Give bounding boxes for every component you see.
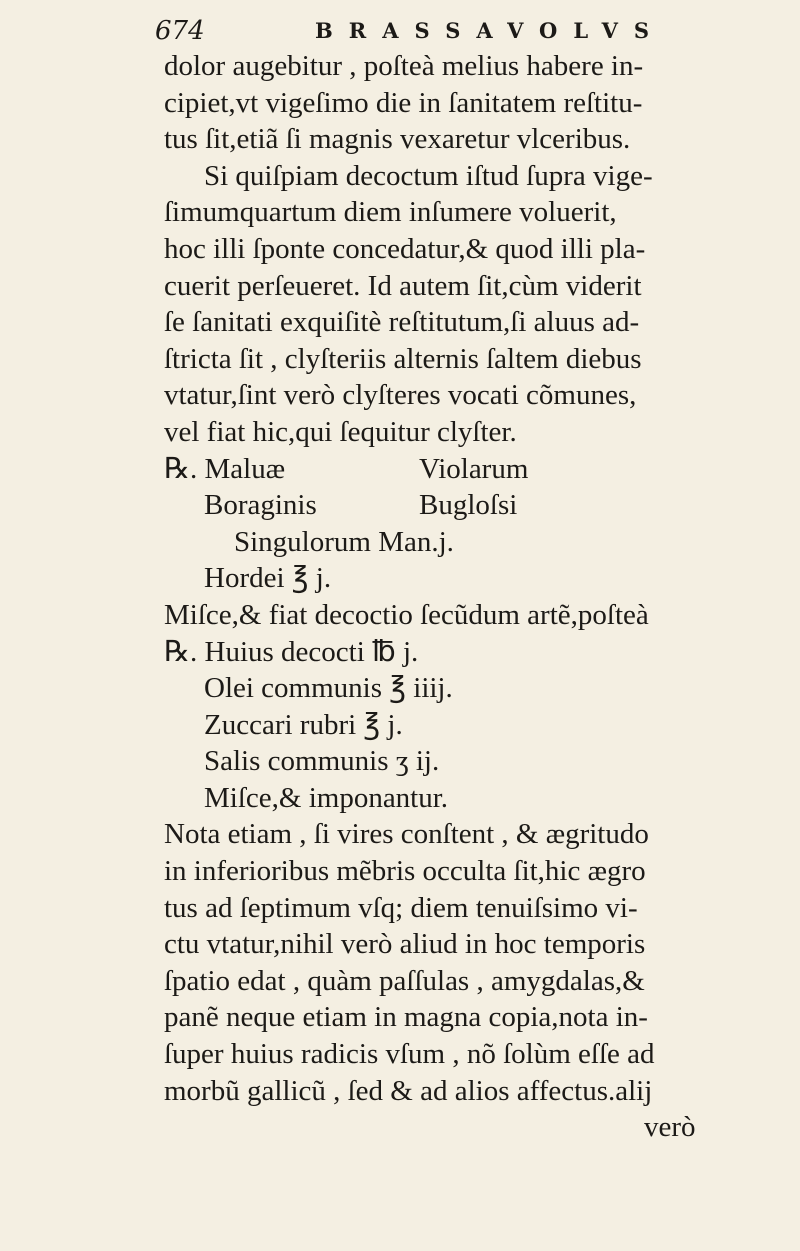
text-line: vtatur,ſint verò clyſteres vocati cõmunes,	[164, 379, 637, 412]
text-line: tus ſit,etiã ſi magnis vexaretur vlceribus.	[164, 123, 631, 156]
recipe-line	[164, 451, 764, 488]
text-line: panẽ neque etiam in magna copia,nota in-	[164, 1001, 648, 1034]
ingredient: Bugloſsi	[419, 489, 518, 522]
recipe-line: Hordei ℥ j.	[204, 562, 332, 595]
catchword: verò	[644, 1111, 696, 1144]
recipe-line: Zuccari rubri ℥ j.	[204, 708, 403, 741]
text-line: Nota etiam , ſi vires conſtent , & ægritudo	[164, 818, 649, 851]
ingredient: Maluæ	[204, 452, 286, 485]
text-line: ſuper huius radicis vſum , nõ ſolùm eſſe ad	[164, 1038, 655, 1071]
text-line: ſpatio edat , quàm paſſulas , amygdalas,&	[164, 964, 645, 997]
recipe-line: Singulorum Man.j.	[234, 525, 454, 558]
ingredient: Huius decocti ℔ j.	[204, 635, 419, 668]
recipe-line: Olei communis ℥ iiij.	[204, 672, 453, 705]
ingredient: Violarum	[419, 452, 529, 485]
body-text	[164, 48, 764, 1146]
recipe-line	[164, 634, 764, 671]
ingredient: Boraginis	[204, 489, 317, 522]
text-line: dolor augebitur , poſteà melius habere in-	[164, 50, 644, 82]
text-line: vel fiat hic,qui ſequitur clyſter.	[164, 415, 517, 448]
recipe-symbol: ℞.	[164, 635, 198, 668]
page-header	[155, 16, 715, 48]
recipe-line: Miſce,& imponantur.	[204, 781, 449, 814]
recipe-symbol: ℞.	[164, 452, 198, 485]
text-line: ſimumquartum diem inſumere voluerit,	[164, 196, 617, 229]
text-line: cipiet,vt vigeſimo die in ſanitatem reſtitu-	[164, 86, 643, 119]
text-line: cuerit perſeueret. Id autem ſit,cùm viderit	[164, 269, 642, 302]
text-line: in inferioribus mẽbris occulta ſit,hic ægro	[164, 855, 646, 888]
text-line: hoc illi ſponte concedatur,& quod illi pla-	[164, 232, 646, 265]
text-line: morbũ gallicũ , ſed & ad alios affectus.alij	[164, 1074, 653, 1107]
recipe-line	[164, 487, 764, 524]
text-line: Miſce,& fiat decoctio ſecũdum artẽ,poſteà	[164, 598, 649, 631]
text-line: ctu vtatur,nihil verò aliud in hoc temporis	[164, 928, 646, 961]
text-line: Si quiſpiam decoctum iſtud ſupra vige-	[204, 159, 653, 192]
running-head: BRASSAVOLVS	[315, 18, 666, 43]
recipe-line: Salis communis ʒ ij.	[204, 745, 440, 778]
text-line: tus ad ſeptimum vſq; diem tenuiſsimo vi-	[164, 891, 638, 924]
page-number: 674	[155, 16, 205, 46]
text-line: ſe ſanitati exquiſitè reſtitutum,ſi aluus ad-	[164, 306, 640, 339]
text-line: ſtricta ſit , clyſteriis alternis ſaltem diebus	[164, 342, 642, 375]
